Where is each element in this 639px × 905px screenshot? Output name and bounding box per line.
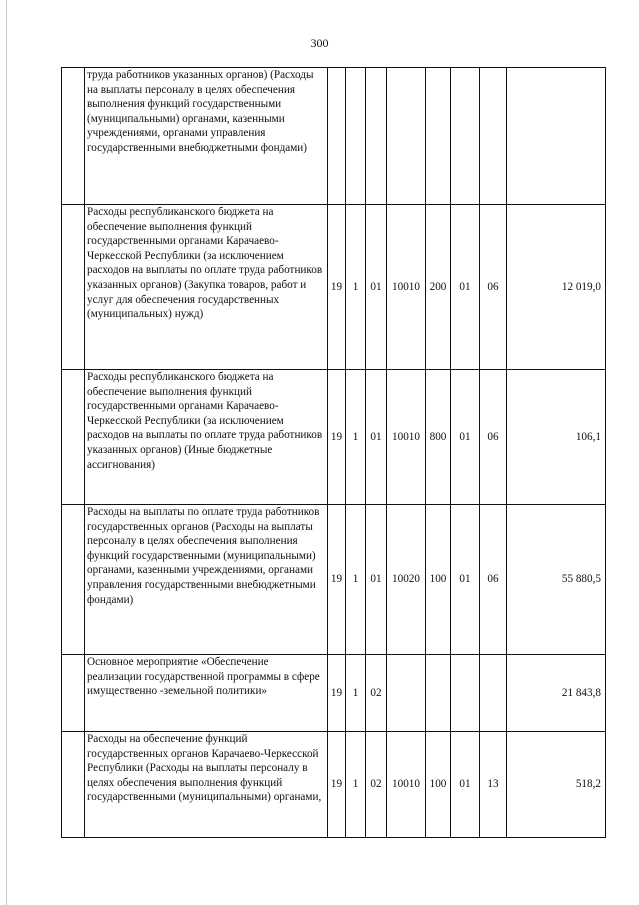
- code-cell: 02: [366, 655, 387, 732]
- budget-table: [61, 67, 606, 838]
- description-cell: Расходы на обеспечение функций государственных органов Карачаево-Черкесской Республики (Расходы на выплаты персоналу в целях обеспечения выполнения функций государственными (муниципальными) органами,: [85, 732, 328, 838]
- table-row: [62, 505, 606, 655]
- code-cell: 1: [346, 655, 366, 732]
- code-cell: 1: [346, 505, 366, 655]
- code-cell: 100: [426, 505, 451, 655]
- code-cell: 19: [328, 655, 346, 732]
- scan-edge-line: [6, 0, 7, 905]
- code-cell: 13: [480, 732, 507, 838]
- amount-cell: 55 880,5: [507, 505, 606, 655]
- amount-cell: 518,2: [507, 732, 606, 838]
- index-cell: [62, 205, 85, 370]
- page-number: 300: [310, 36, 329, 50]
- amount-cell: 21 843,8: [507, 655, 606, 732]
- code-cell: 02: [366, 732, 387, 838]
- code-cell: 01: [366, 205, 387, 370]
- code-cell: 10020: [387, 505, 426, 655]
- amount-cell: 12 019,0: [507, 205, 606, 370]
- code-cell: 800: [426, 370, 451, 505]
- amount-cell: [507, 68, 606, 205]
- code-cell: 100: [426, 732, 451, 838]
- code-cell: [328, 68, 346, 205]
- table-row: [62, 205, 606, 370]
- code-cell: [387, 655, 426, 732]
- code-cell: [366, 68, 387, 205]
- code-cell: 19: [328, 205, 346, 370]
- code-cell: 10010: [387, 732, 426, 838]
- code-cell: [346, 68, 366, 205]
- code-cell: 19: [328, 370, 346, 505]
- code-cell: 01: [451, 370, 480, 505]
- index-cell: [62, 655, 85, 732]
- code-cell: [387, 68, 426, 205]
- code-cell: 1: [346, 205, 366, 370]
- description-cell: Расходы на выплаты по оплате труда работников государственных органов (Расходы на выплаты персоналу в целях обеспечения выполнения функций государственными (муниципальными) органами, казенными учреждениями, органами управления государственными внебюджетными фондами): [85, 505, 328, 655]
- code-cell: 01: [451, 505, 480, 655]
- code-cell: 01: [451, 732, 480, 838]
- amount-cell: 106,1: [507, 370, 606, 505]
- code-cell: 1: [346, 732, 366, 838]
- code-cell: 1: [346, 370, 366, 505]
- index-cell: [62, 370, 85, 505]
- code-cell: [426, 655, 451, 732]
- code-cell: 10010: [387, 370, 426, 505]
- code-cell: 06: [480, 205, 507, 370]
- code-cell: [480, 655, 507, 732]
- code-cell: 19: [328, 732, 346, 838]
- description-cell: труда работников указанных органов) (Расходы на выплаты персоналу в целях обеспечения выполнения функций государственными (муниципальными) органами, казенными учреждениями, органами управления государственными внебюджетными фондами): [85, 68, 328, 205]
- description-cell: Расходы республиканского бюджета на обеспечение выполнения функций государственными органами Карачаево-Черкесской Республики (за исключением расходов на выплаты по оплате труда работников указанных органов) (Иные бюджетные ассигнования): [85, 370, 328, 505]
- table-row: [62, 655, 606, 732]
- description-cell: Основное мероприятие «Обеспечение реализации государственной программы в сфере имущественно -земельной политики»: [85, 655, 328, 732]
- code-cell: 19: [328, 505, 346, 655]
- code-cell: 06: [480, 505, 507, 655]
- code-cell: 10010: [387, 205, 426, 370]
- table-row: [62, 370, 606, 505]
- index-cell: [62, 68, 85, 205]
- code-cell: 200: [426, 205, 451, 370]
- code-cell: [451, 68, 480, 205]
- code-cell: 06: [480, 370, 507, 505]
- code-cell: [451, 655, 480, 732]
- code-cell: [480, 68, 507, 205]
- code-cell: 01: [366, 370, 387, 505]
- code-cell: 01: [451, 205, 480, 370]
- table-row: [62, 68, 606, 205]
- description-cell: Расходы республиканского бюджета на обеспечение выполнения функций государственными органами Карачаево-Черкесской Республики (за исключением расходов на выплаты по оплате труда работников указанных органов) (Закупка товаров, работ и услуг для обеспечения государственных (муниципальных) нужд): [85, 205, 328, 370]
- index-cell: [62, 732, 85, 838]
- index-cell: [62, 505, 85, 655]
- table-row: [62, 732, 606, 838]
- code-cell: 01: [366, 505, 387, 655]
- code-cell: [426, 68, 451, 205]
